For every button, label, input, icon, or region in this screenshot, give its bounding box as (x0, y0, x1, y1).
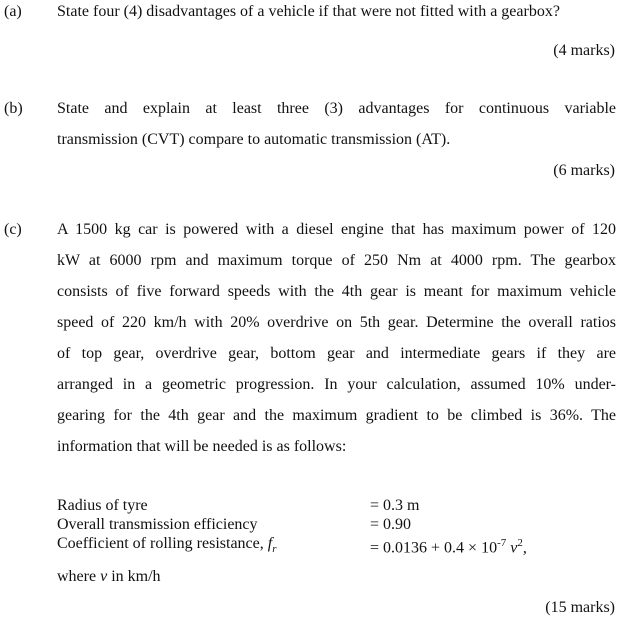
question-c-line-2: kW at 6000 rpm and maximum torque of 250 Nm at 4000 rpm. The gearbox (57, 252, 616, 269)
question-b-line-1: State and explain at least three (3) advantages for continuous variable (57, 100, 616, 117)
question-c-line-3: consists of five forward speeds with the 4th gear is meant for maximum vehicle (57, 283, 616, 300)
rolling-symbol: f (267, 535, 273, 552)
question-b-marks: (6 marks) (553, 162, 615, 179)
rolling-value-suffix: , (522, 539, 527, 557)
where-note (57, 568, 161, 585)
rolling-value-variable-exponent: 2 (517, 537, 523, 549)
rolling-value-variable: v (510, 539, 518, 557)
rolling-symbol-subscript: r (272, 543, 277, 556)
rolling-resistance-value (370, 535, 527, 556)
question-c-marks: (15 marks) (545, 599, 615, 616)
question-a-text: State four (4) disadvantages of a vehicle if that were not fitted with a gearbox? (57, 3, 560, 20)
question-b-line-2: transmission (CVT) compare to automatic transmission (AT). (57, 131, 451, 148)
rolling-value-exponent: -7 (497, 537, 507, 549)
where-suffix: in km/h (107, 568, 161, 585)
question-b-label: (b) (4, 100, 23, 117)
question-c-line-1: A 1500 kg car is powered with a diesel engine that has maximum power of 120 (57, 221, 616, 238)
radius-label: Radius of tyre (57, 497, 148, 514)
rolling-value-prefix: = 0.0136 + 0.4 × 10 (370, 539, 498, 557)
question-c-line-5: of top gear, overdrive gear, bottom gear and intermediate gears if they are (57, 345, 616, 362)
question-c-line-4: speed of 220 km/h with 20% overdrive on 5th gear. Determine the overall ratios (57, 314, 616, 331)
where-variable: v (100, 568, 108, 585)
question-c-line-7: gearing for the 4th gear and the maximum gradient to be climbed is 36%. The (57, 407, 616, 424)
rolling-label-text: Coefficient of rolling resistance, (57, 535, 268, 552)
question-c-line-6: arranged in a geometric progression. In your calculation, assumed 10% under- (57, 376, 616, 393)
rolling-resistance-label (57, 535, 276, 558)
radius-value: = 0.3 m (370, 497, 420, 514)
question-a-marks: (4 marks) (553, 42, 615, 59)
question-c-label: (c) (4, 221, 22, 238)
question-a-label: (a) (4, 3, 22, 20)
question-c-line-8: information that will be needed is as follows: (57, 438, 347, 455)
where-prefix: where (57, 568, 101, 585)
efficiency-value: = 0.90 (370, 516, 412, 533)
efficiency-label: Overall transmission efficiency (57, 516, 258, 533)
